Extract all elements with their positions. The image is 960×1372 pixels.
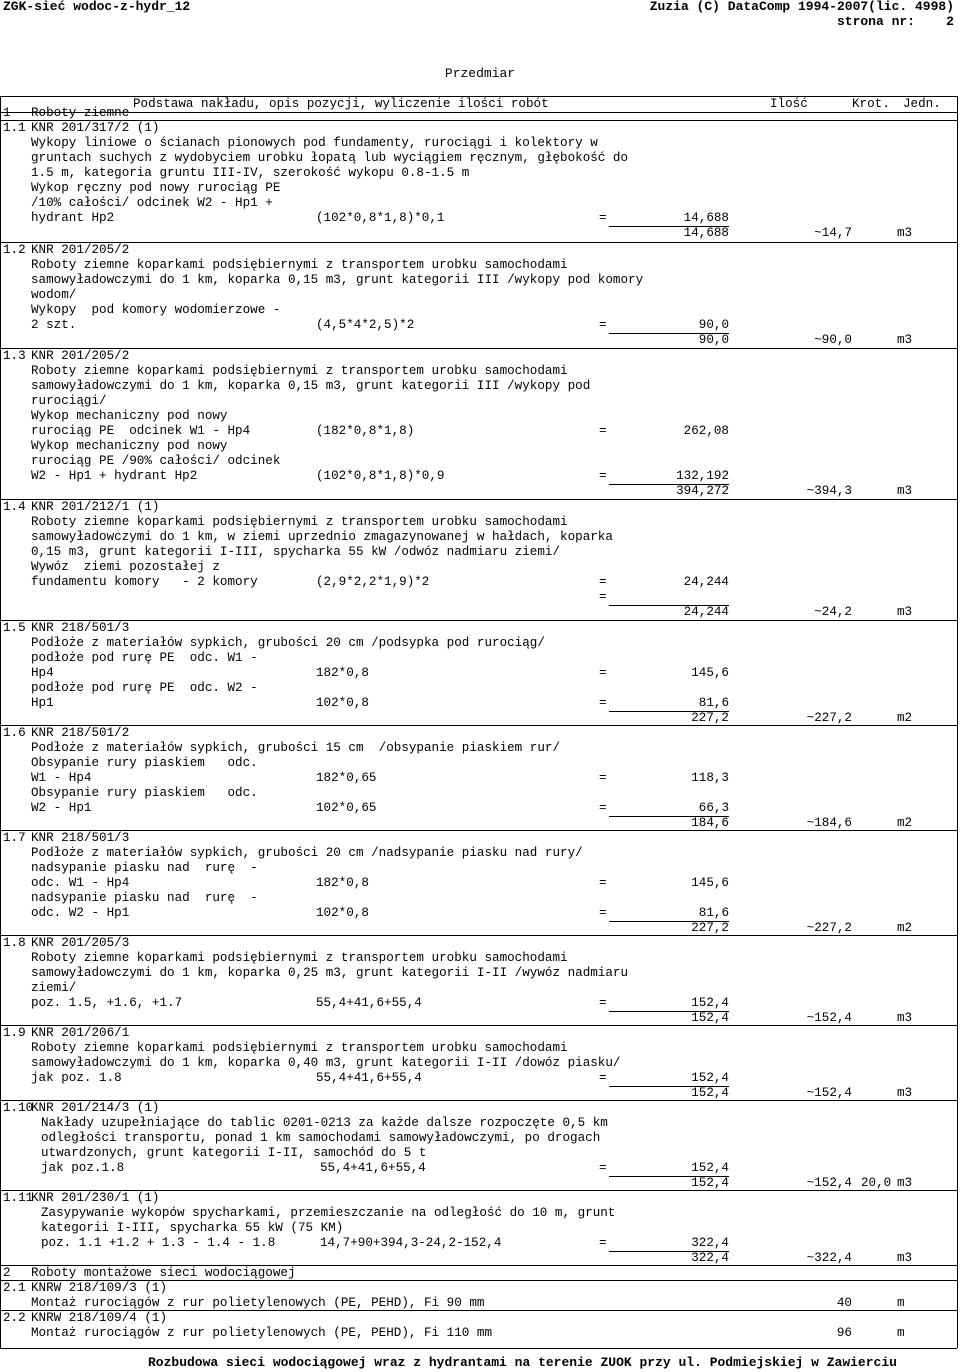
line-text: poz. 1.1 +1.2 + 1.3 - 1.4 - 1.8	[41, 1236, 276, 1250]
row-separator	[0, 1100, 957, 1101]
unit-value: m2	[897, 921, 913, 935]
unit-value: m3	[897, 1251, 913, 1265]
row-separator	[0, 499, 957, 500]
line-text: fundamentu komory - 2 komory	[31, 575, 258, 589]
position-total: 152,4	[691, 1011, 729, 1025]
line-text: Podłoże z materiałów sypkich, grubości 20 cm /nadsypanie piasku nad rury/	[31, 846, 583, 860]
line-text: W2 - Hp1	[31, 801, 92, 815]
table-header-border	[0, 112, 957, 113]
line-text: samowyładowczymi do 1 km, koparka 0,15 m3, grunt kategorii III /wykopy pod	[31, 379, 591, 393]
unit-value: m2	[897, 711, 913, 725]
line-text: W2 - Hp1 + hydrant Hp2	[31, 469, 198, 483]
formula: 102*0,65	[316, 801, 377, 815]
line-text: Obsypanie rury piaskiem odc.	[31, 786, 258, 800]
line-text: Roboty montażowe sieci wodociągowej	[31, 1266, 296, 1280]
table-right-border	[957, 96, 958, 1348]
position-number: 1.9	[3, 1026, 26, 1040]
page-title: Przedmiar	[444, 66, 516, 81]
unit-value: m2	[897, 816, 913, 830]
equals-sign: =	[599, 424, 607, 438]
partial-value: 152,4	[691, 1161, 729, 1175]
position-total: 227,2	[691, 711, 729, 725]
position-number: 1.2	[3, 243, 26, 257]
formula: 55,4+41,6+55,4	[316, 996, 422, 1010]
line-text: KNR 201/206/1	[31, 1026, 130, 1040]
table-left-border	[0, 96, 1, 1348]
line-text: KNR 201/205/3	[31, 936, 130, 950]
line-text: samowyładowczymi do 1 km, w ziemi uprzednio zmagazynowanej w hałdach, koparka	[31, 530, 613, 544]
line-text: Obsypanie rury piaskiem odc.	[31, 756, 258, 770]
position-number: 1.11	[3, 1191, 34, 1205]
line-text: /10% całości/ odcinek W2 - Hp1 +	[31, 196, 273, 210]
line-text: W1 - Hp4	[31, 771, 92, 785]
partial-value: 14,688	[683, 211, 729, 225]
partial-value: 81,6	[698, 906, 729, 920]
equals-sign: =	[599, 469, 607, 483]
line-text: Wykop ręczny pod nowy rurociąg PE	[31, 181, 281, 195]
row-separator	[0, 935, 957, 936]
unit-value: m3	[897, 605, 913, 619]
line-text: Roboty ziemne koparkami podsiębiernymi z transportem urobku samochodami	[31, 1041, 568, 1055]
line-text: KNR 201/205/2	[31, 243, 130, 257]
unit-value: m	[897, 1326, 905, 1340]
line-text: Roboty ziemne koparkami podsiębiernymi z transportem urobku samochodami	[31, 364, 568, 378]
position-number: 1	[3, 106, 11, 120]
line-text: rurociągi/	[31, 394, 107, 408]
position-number: 1.7	[3, 831, 26, 845]
row-separator	[0, 120, 957, 121]
unit-value: m3	[897, 1086, 913, 1100]
line-text: rurociąg PE odcinek W1 - Hp4	[31, 424, 251, 438]
quantity-value: ~152,4	[806, 1086, 852, 1100]
line-text: Montaż rurociągów z rur polietylenowych (PE, PEHD), Fi 90 mm	[31, 1296, 485, 1310]
line-text: Roboty ziemne koparkami podsiębiernymi z transportem urobku samochodami	[31, 258, 568, 272]
line-text: odległości transportu, ponad 1 km samochodami samowyładowczymi, po drogach	[41, 1131, 601, 1145]
row-separator	[0, 1025, 957, 1026]
column-header-quantity: Ilość	[770, 97, 808, 111]
quantity-value: ~184,6	[806, 816, 852, 830]
partial-value: 118,3	[691, 771, 729, 785]
line-text: samowyładowczymi do 1 km, koparka 0,25 m3, grunt kategorii I-II /wywóz nadmiaru	[31, 966, 629, 980]
table-top-border	[0, 96, 957, 97]
line-text: odc. W1 - Hp4	[31, 876, 130, 890]
line-text: podłoże pod rurę PE odc. W2 -	[31, 681, 258, 695]
formula: 102*0,8	[316, 696, 369, 710]
row-separator	[0, 1190, 957, 1191]
position-number: 1.8	[3, 936, 26, 950]
unit-value: m3	[897, 333, 913, 347]
unit-value: m3	[897, 1011, 913, 1025]
unit-value: m3	[897, 484, 913, 498]
line-text: Roboty ziemne koparkami podsiębiernymi z transportem urobku samochodami	[31, 951, 568, 965]
row-separator	[0, 1310, 957, 1311]
line-text: Podłoże z materiałów sypkich, grubości 20 cm /podsypka pod rurociąg/	[31, 636, 545, 650]
quantity-value: ~152,4	[806, 1011, 852, 1025]
unit-value: m3	[897, 1176, 913, 1190]
column-header-unit: Jedn.	[903, 97, 941, 111]
partial-value: 81,6	[698, 696, 729, 710]
position-number: 2	[3, 1266, 11, 1280]
position-total: 152,4	[691, 1176, 729, 1190]
unit-value: m3	[897, 226, 913, 240]
position-number: 1.4	[3, 500, 26, 514]
position-total: 90,0	[698, 333, 729, 347]
formula: 55,4+41,6+55,4	[316, 1071, 422, 1085]
column-header-description: Podstawa nakładu, opis pozycji, wyliczenie ilości robót	[133, 97, 549, 111]
quantity-value: ~90,0	[814, 333, 852, 347]
partial-value: 24,244	[683, 575, 729, 589]
quantity-value: ~322,4	[806, 1251, 852, 1265]
equals-sign: =	[599, 318, 607, 332]
partial-value: 145,6	[691, 876, 729, 890]
equals-sign: =	[599, 575, 607, 589]
line-text: KNR 218/501/2	[31, 726, 130, 740]
multiplier-value: 20,0	[861, 1176, 892, 1190]
formula: (102*0,8*1,8)*0,9	[316, 469, 445, 483]
position-number: 1.3	[3, 349, 26, 363]
quantity-value: ~14,7	[814, 226, 852, 240]
partial-value: 262,08	[683, 424, 729, 438]
table-bottom-border	[0, 1348, 957, 1349]
line-text: ziemi/	[31, 981, 77, 995]
equals-sign: =	[599, 666, 607, 680]
quantity-value: ~152,4	[806, 1176, 852, 1190]
line-text: utwardzonych, grunt kategorii I-II, samochód do 5 t	[41, 1146, 427, 1160]
footer-project-title: Rozbudowa sieci wodociągowej wraz z hydrantami na terenie ZUOK przy ul. Podmiejskiej w Zawierciu	[148, 1355, 897, 1370]
quantity-value: ~227,2	[806, 711, 852, 725]
position-number: 2.2	[3, 1311, 26, 1325]
row-separator	[0, 725, 957, 726]
formula: 182*0,8	[316, 666, 369, 680]
position-number: 1.1	[3, 121, 26, 135]
line-text: Roboty ziemne	[31, 106, 130, 120]
line-text: 0,15 m3, grunt kategorii I-III, spycharka 55 kW /odwóz nadmiaru ziemi/	[31, 545, 561, 559]
partial-value: 132,192	[676, 469, 729, 483]
line-text: jak poz. 1.8	[31, 1071, 122, 1085]
line-text: poz. 1.5, +1.6, +1.7	[31, 996, 183, 1010]
formula: (102*0,8*1,8)*0,1	[316, 211, 445, 225]
line-text: kategorii I-III, spycharka 55 kW (75 KM)	[41, 1221, 344, 1235]
formula: 182*0,8	[316, 876, 369, 890]
line-text: KNRW 218/109/3 (1)	[31, 1281, 168, 1295]
line-text: Wywóz ziemi pozostałej z	[31, 560, 220, 574]
line-text: samowyładowczymi do 1 km, koparka 0,40 m3, grunt kategorii I-II /dowóz piasku/	[31, 1056, 621, 1070]
line-text: rurociąg PE /90% całości/ odcinek	[31, 454, 281, 468]
position-number: 1.5	[3, 621, 26, 635]
header-software-info: Zuzia (C) DataComp 1994-2007(lic. 4998)	[649, 0, 954, 14]
equals-sign: =	[599, 771, 607, 785]
quantity-value: 96	[836, 1326, 852, 1340]
row-separator	[0, 242, 957, 243]
equals-sign: =	[599, 1071, 607, 1085]
position-total: 24,244	[683, 605, 729, 619]
position-total: 227,2	[691, 921, 729, 935]
line-text: Wykop mechaniczny pod nowy	[31, 439, 228, 453]
line-text: podłoże pod rurę PE odc. W1 -	[31, 651, 258, 665]
line-text: wodom/	[31, 288, 77, 302]
equals-sign: =	[599, 801, 607, 815]
line-text: nadsypanie piasku nad rurę -	[31, 891, 258, 905]
line-text: KNR 201/205/2	[31, 349, 130, 363]
line-text: KNR 218/501/3	[31, 621, 130, 635]
equals-sign: =	[599, 211, 607, 225]
line-text: Hp1	[31, 696, 54, 710]
equals-sign: =	[599, 996, 607, 1010]
partial-value: 152,4	[691, 996, 729, 1010]
quantity-value: 40	[836, 1296, 852, 1310]
line-text: odc. W2 - Hp1	[31, 906, 130, 920]
partial-value: 322,4	[691, 1236, 729, 1250]
quantity-value: ~227,2	[806, 921, 852, 935]
line-text: samowyładowczymi do 1 km, koparka 0,15 m3, grunt kategorii III /wykopy pod komory	[31, 273, 644, 287]
line-text: gruntach suchych z wydobyciem urobku łopatą lub wyciągiem ręcznym, głębokość do	[31, 151, 629, 165]
line-text: Podłoże z materiałów sypkich, grubości 15 cm /obsypanie piaskiem rur/	[31, 741, 561, 755]
formula: 55,4+41,6+55,4	[320, 1161, 426, 1175]
line-text: 1.5 m, kategoria gruntu III-IV, szerokość wykopu 0.8-1.5 m	[31, 166, 470, 180]
line-text: hydrant Hp2	[31, 211, 115, 225]
position-total: 322,4	[691, 1251, 729, 1265]
line-text: Nakłady uzupełniające do tablic 0201-0213 za każde dalsze rozpoczęte 0,5 km	[41, 1116, 608, 1130]
position-number: 1.10	[3, 1101, 34, 1115]
line-text: Wykopy pod komory wodomierzowe -	[31, 303, 281, 317]
line-text: KNR 201/214/3 (1)	[31, 1101, 160, 1115]
column-header-multiplier: Krot.	[852, 97, 890, 111]
position-number: 2.1	[3, 1281, 26, 1295]
equals-sign: =	[599, 876, 607, 890]
header-project-name: ZGK-sieć wodoc-z-hydr_12	[3, 0, 191, 14]
quantity-value: ~24,2	[814, 605, 852, 619]
position-number: 1.6	[3, 726, 26, 740]
formula: (182*0,8*1,8)	[316, 424, 415, 438]
position-total: 394,272	[676, 484, 729, 498]
unit-value: m	[897, 1296, 905, 1310]
line-text: KNRW 218/109/4 (1)	[31, 1311, 168, 1325]
line-text: KNR 201/317/2 (1)	[31, 121, 160, 135]
line-text: Hp4	[31, 666, 54, 680]
partial-value: 66,3	[698, 801, 729, 815]
line-text: KNR 201/212/1 (1)	[31, 500, 160, 514]
line-text: KNR 218/501/3	[31, 831, 130, 845]
quantity-value: ~394,3	[806, 484, 852, 498]
partial-value: 152,4	[691, 1071, 729, 1085]
formula: (2,9*2,2*1,9)*2	[316, 575, 430, 589]
equals-sign: =	[599, 590, 607, 604]
row-separator	[0, 1280, 957, 1281]
formula: (4,5*4*2,5)*2	[316, 318, 415, 332]
equals-sign: =	[599, 906, 607, 920]
line-text: Wykopy liniowe o ścianach pionowych pod fundamenty, rurociągi i kolektory w	[31, 136, 598, 150]
equals-sign: =	[599, 696, 607, 710]
formula: 102*0,8	[316, 906, 369, 920]
line-text: Montaż rurociągów z rur polietylenowych (PE, PEHD), Fi 110 mm	[31, 1326, 493, 1340]
line-text: Zasypywanie wykopów spycharkami, przemieszczanie na odległość do 10 m, grunt	[41, 1206, 616, 1220]
row-separator	[0, 830, 957, 831]
partial-value: 145,6	[691, 666, 729, 680]
header-page-number: strona nr: 2	[836, 14, 954, 29]
line-text: KNR 201/230/1 (1)	[31, 1191, 160, 1205]
line-text: nadsypanie piasku nad rurę -	[31, 861, 258, 875]
line-text: jak poz.1.8	[41, 1161, 125, 1175]
row-separator	[0, 620, 957, 621]
position-total: 14,688	[683, 226, 729, 240]
formula: 182*0,65	[316, 771, 377, 785]
position-total: 184,6	[691, 816, 729, 830]
line-text: Roboty ziemne koparkami podsiębiernymi z transportem urobku samochodami	[31, 515, 568, 529]
row-separator	[0, 1265, 957, 1266]
row-separator	[0, 348, 957, 349]
partial-value: 90,0	[698, 318, 729, 332]
equals-sign: =	[599, 1236, 607, 1250]
position-total: 152,4	[691, 1086, 729, 1100]
line-text: 2 szt.	[31, 318, 77, 332]
formula: 14,7+90+394,3-24,2-152,4	[320, 1236, 502, 1250]
equals-sign: =	[599, 1161, 607, 1175]
line-text: Wykop mechaniczny pod nowy	[31, 409, 228, 423]
